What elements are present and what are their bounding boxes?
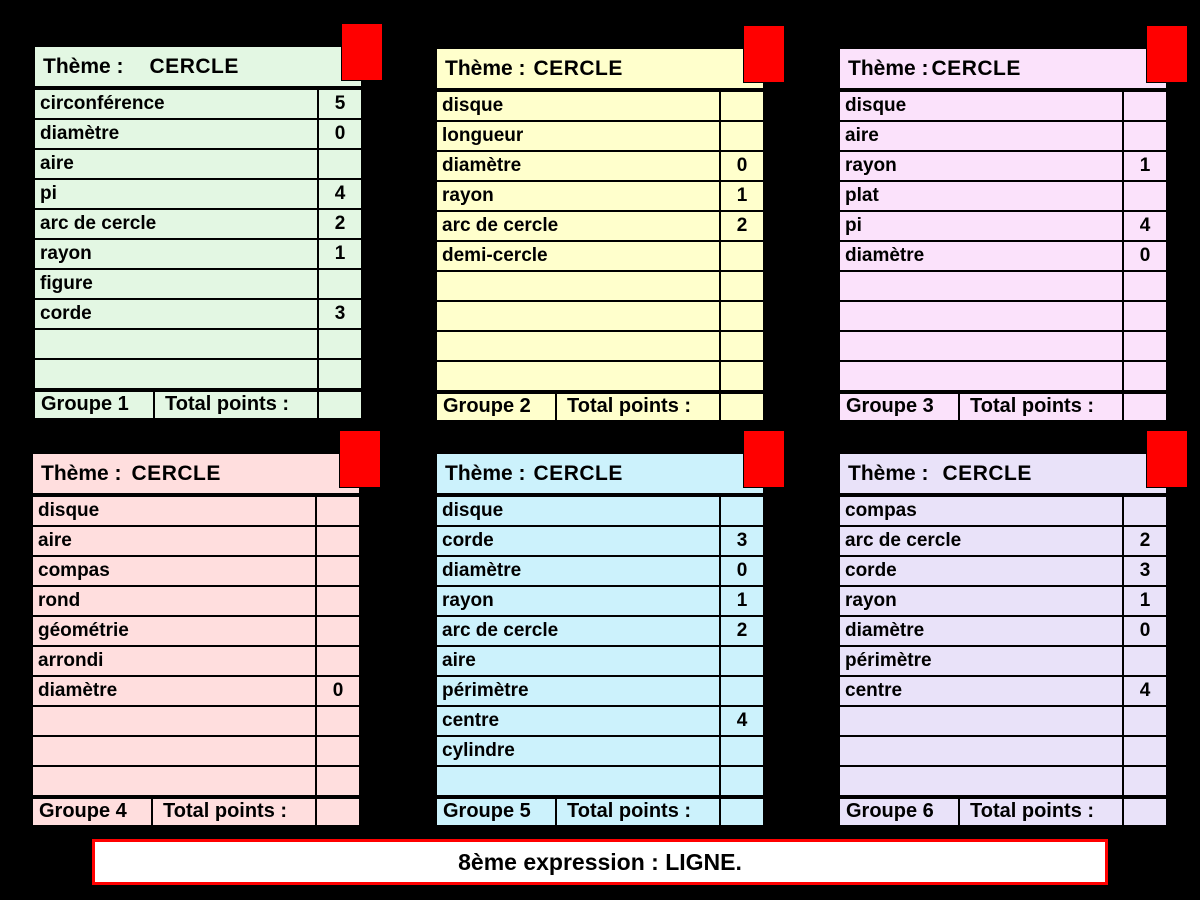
- points-cell: [719, 737, 763, 765]
- points-cell: [719, 497, 763, 525]
- points-cell: 3: [719, 527, 763, 555]
- card-header: [838, 47, 1168, 90]
- table-row: [35, 268, 361, 298]
- table-row: [840, 210, 1166, 240]
- word-cell: rayon: [845, 590, 897, 611]
- theme-name: CERCLE: [149, 54, 239, 78]
- table-row: [35, 238, 361, 268]
- points-cell: [1122, 767, 1166, 795]
- word-cell: [437, 302, 719, 330]
- table-row: [437, 735, 763, 765]
- word-cell: [437, 272, 719, 300]
- word-cell: [437, 362, 719, 390]
- points-cell: 1: [317, 240, 361, 268]
- total-points-value: [317, 392, 361, 418]
- word-cell: [35, 360, 317, 388]
- points-cell: [719, 242, 763, 270]
- word-cell: [33, 737, 315, 765]
- points-cell: [719, 122, 763, 150]
- points-cell: [315, 527, 359, 555]
- word-table: [33, 88, 363, 390]
- points-cell: [1122, 362, 1166, 390]
- total-points-value: [315, 799, 359, 825]
- table-row: [840, 497, 1166, 525]
- word-cell: corde: [40, 303, 92, 324]
- points-cell: 0: [317, 120, 361, 148]
- word-cell: arc de cercle: [442, 215, 559, 236]
- total-points-label: Total points :: [970, 800, 1095, 822]
- points-cell: 4: [317, 180, 361, 208]
- table-row: [437, 497, 763, 525]
- points-cell: 2: [719, 617, 763, 645]
- word-cell: rond: [38, 590, 81, 611]
- points-cell: [315, 557, 359, 585]
- word-cell: rayon: [442, 590, 494, 611]
- total-points-value: [1122, 394, 1166, 420]
- theme-score-card: [33, 45, 363, 420]
- table-row: [33, 735, 359, 765]
- table-row: [840, 120, 1166, 150]
- table-row: [437, 675, 763, 705]
- theme-name: CERCLE: [533, 461, 623, 485]
- theme-label: Thème :: [41, 461, 122, 485]
- word-cell: [33, 767, 315, 795]
- table-row: [840, 240, 1166, 270]
- word-cell: compas: [845, 500, 917, 521]
- table-row: [35, 148, 361, 178]
- red-marker-icon: [341, 23, 383, 81]
- table-row: [33, 675, 359, 705]
- table-row: [437, 92, 763, 120]
- table-row: [437, 330, 763, 360]
- table-row: [437, 360, 763, 390]
- table-row: [840, 330, 1166, 360]
- table-row: [437, 645, 763, 675]
- table-row: [437, 555, 763, 585]
- table-row: [33, 615, 359, 645]
- points-cell: 4: [719, 707, 763, 735]
- red-marker-icon: [743, 25, 785, 83]
- card-header: [31, 452, 361, 495]
- word-cell: disque: [442, 95, 504, 116]
- word-cell: compas: [38, 560, 110, 581]
- word-cell: cylindre: [442, 740, 515, 761]
- points-cell: [315, 497, 359, 525]
- table-row: [33, 555, 359, 585]
- word-cell: diamètre: [845, 245, 925, 266]
- card-footer: [31, 797, 361, 827]
- theme-label: Thème :: [445, 56, 526, 80]
- word-cell: rayon: [40, 243, 92, 264]
- points-cell: [719, 92, 763, 120]
- table-row: [437, 300, 763, 330]
- word-cell: [437, 332, 719, 360]
- word-table: [838, 90, 1168, 392]
- word-cell: arc de cercle: [845, 530, 962, 551]
- points-cell: 0: [315, 677, 359, 705]
- points-cell: [1122, 92, 1166, 120]
- points-cell: 5: [317, 90, 361, 118]
- group-label: Groupe 1: [35, 392, 155, 418]
- table-row: [33, 525, 359, 555]
- points-cell: [317, 330, 361, 358]
- word-cell: aire: [845, 125, 879, 146]
- points-cell: [317, 270, 361, 298]
- points-cell: 1: [1122, 152, 1166, 180]
- points-cell: 0: [1122, 617, 1166, 645]
- word-cell: [840, 302, 1122, 330]
- points-cell: 2: [719, 212, 763, 240]
- word-cell: périmètre: [442, 680, 529, 701]
- word-table: [838, 495, 1168, 797]
- word-cell: pi: [40, 183, 57, 204]
- word-table: [435, 495, 765, 797]
- theme-name: CERCLE: [931, 56, 1021, 80]
- table-row: [840, 735, 1166, 765]
- points-cell: [1122, 737, 1166, 765]
- word-cell: diamètre: [442, 155, 522, 176]
- table-row: [35, 90, 361, 118]
- total-points-label: Total points :: [567, 800, 692, 822]
- word-cell: arc de cercle: [40, 213, 157, 234]
- points-cell: [719, 767, 763, 795]
- word-cell: pi: [845, 215, 862, 236]
- table-row: [437, 240, 763, 270]
- table-row: [840, 300, 1166, 330]
- theme-label: Thème :: [848, 56, 929, 80]
- total-points-value: [1122, 799, 1166, 825]
- theme-score-card: [838, 452, 1168, 827]
- theme-score-card: [435, 47, 765, 422]
- table-row: [35, 358, 361, 388]
- points-cell: [315, 587, 359, 615]
- word-cell: plat: [845, 185, 879, 206]
- theme-label: Thème :: [43, 54, 124, 78]
- red-marker-icon: [1146, 25, 1188, 83]
- table-row: [840, 645, 1166, 675]
- table-row: [840, 615, 1166, 645]
- table-row: [840, 525, 1166, 555]
- points-cell: 4: [1122, 212, 1166, 240]
- table-row: [437, 270, 763, 300]
- card-header: [435, 452, 765, 495]
- card-footer: [33, 390, 363, 420]
- theme-name: CERCLE: [131, 461, 221, 485]
- table-row: [840, 150, 1166, 180]
- word-cell: [840, 737, 1122, 765]
- word-cell: diamètre: [38, 680, 118, 701]
- word-cell: disque: [38, 500, 100, 521]
- points-cell: [719, 332, 763, 360]
- table-row: [437, 120, 763, 150]
- points-cell: [1122, 272, 1166, 300]
- points-cell: [315, 617, 359, 645]
- points-cell: [719, 272, 763, 300]
- table-row: [35, 208, 361, 238]
- points-cell: 3: [317, 300, 361, 328]
- table-row: [437, 210, 763, 240]
- word-cell: géométrie: [38, 620, 129, 641]
- word-cell: arrondi: [38, 650, 104, 671]
- word-table: [31, 495, 361, 797]
- table-row: [35, 178, 361, 208]
- points-cell: [1122, 497, 1166, 525]
- word-cell: [35, 330, 317, 358]
- word-cell: [840, 332, 1122, 360]
- word-cell: [840, 707, 1122, 735]
- points-cell: [317, 360, 361, 388]
- points-cell: 2: [317, 210, 361, 238]
- table-row: [437, 765, 763, 795]
- table-row: [840, 705, 1166, 735]
- points-cell: [1122, 122, 1166, 150]
- word-cell: longueur: [442, 125, 524, 146]
- theme-label: Thème :: [848, 461, 929, 485]
- points-cell: [1122, 302, 1166, 330]
- table-row: [437, 180, 763, 210]
- table-row: [437, 150, 763, 180]
- table-row: [437, 525, 763, 555]
- total-points-label: Total points :: [165, 393, 290, 415]
- theme-score-card: [31, 452, 361, 827]
- group-label: Groupe 3: [840, 394, 960, 420]
- word-cell: disque: [845, 95, 907, 116]
- red-marker-icon: [339, 430, 381, 488]
- points-cell: [317, 150, 361, 178]
- word-cell: [840, 272, 1122, 300]
- word-cell: diamètre: [40, 123, 120, 144]
- points-cell: [315, 647, 359, 675]
- group-label: Groupe 5: [437, 799, 557, 825]
- word-cell: aire: [38, 530, 72, 551]
- table-row: [33, 645, 359, 675]
- total-points-label: Total points :: [567, 395, 692, 417]
- word-cell: disque: [442, 500, 504, 521]
- points-cell: 1: [719, 587, 763, 615]
- table-row: [33, 585, 359, 615]
- card-footer: [435, 392, 765, 422]
- card-header: [33, 45, 363, 88]
- card-footer: [838, 797, 1168, 827]
- red-marker-icon: [743, 430, 785, 488]
- table-row: [437, 615, 763, 645]
- total-points-label: Total points :: [163, 800, 288, 822]
- word-cell: rayon: [845, 155, 897, 176]
- word-cell: centre: [442, 710, 500, 731]
- table-row: [840, 270, 1166, 300]
- theme-name: CERCLE: [533, 56, 623, 80]
- card-header: [838, 452, 1168, 495]
- table-row: [840, 180, 1166, 210]
- table-row: [35, 118, 361, 148]
- theme-label: Thème :: [445, 461, 526, 485]
- table-row: [840, 360, 1166, 390]
- points-cell: [719, 677, 763, 705]
- points-cell: 4: [1122, 677, 1166, 705]
- points-cell: 2: [1122, 527, 1166, 555]
- word-table: [435, 90, 765, 392]
- word-cell: [33, 707, 315, 735]
- expression-banner-text: 8ème expression : LIGNE.: [458, 848, 742, 875]
- word-cell: [840, 767, 1122, 795]
- theme-name: CERCLE: [942, 461, 1032, 485]
- points-cell: [315, 707, 359, 735]
- points-cell: 1: [719, 182, 763, 210]
- points-cell: [315, 737, 359, 765]
- table-row: [840, 555, 1166, 585]
- total-points-label: Total points :: [970, 395, 1095, 417]
- theme-score-card: [838, 47, 1168, 422]
- theme-score-card: [435, 452, 765, 827]
- points-cell: [719, 647, 763, 675]
- table-row: [840, 765, 1166, 795]
- word-cell: centre: [845, 680, 903, 701]
- table-row: [437, 705, 763, 735]
- word-cell: aire: [40, 153, 74, 174]
- group-label: Groupe 4: [33, 799, 153, 825]
- word-cell: [437, 767, 719, 795]
- word-cell: périmètre: [845, 650, 932, 671]
- word-cell: diamètre: [845, 620, 925, 641]
- table-row: [33, 497, 359, 525]
- table-row: [35, 328, 361, 358]
- card-footer: [435, 797, 765, 827]
- table-row: [33, 765, 359, 795]
- group-label: Groupe 6: [840, 799, 960, 825]
- word-cell: rayon: [442, 185, 494, 206]
- points-cell: [1122, 707, 1166, 735]
- total-points-value: [719, 799, 763, 825]
- table-row: [840, 675, 1166, 705]
- points-cell: [1122, 332, 1166, 360]
- points-cell: 0: [1122, 242, 1166, 270]
- points-cell: [719, 302, 763, 330]
- points-cell: [719, 362, 763, 390]
- table-row: [35, 298, 361, 328]
- word-cell: arc de cercle: [442, 620, 559, 641]
- word-cell: [840, 362, 1122, 390]
- table-row: [840, 585, 1166, 615]
- table-row: [840, 92, 1166, 120]
- word-cell: demi-cercle: [442, 245, 548, 266]
- points-cell: [1122, 647, 1166, 675]
- card-header: [435, 47, 765, 90]
- points-cell: 0: [719, 557, 763, 585]
- points-cell: 0: [719, 152, 763, 180]
- total-points-value: [719, 394, 763, 420]
- card-footer: [838, 392, 1168, 422]
- group-label: Groupe 2: [437, 394, 557, 420]
- table-row: [437, 585, 763, 615]
- points-cell: [1122, 182, 1166, 210]
- points-cell: 3: [1122, 557, 1166, 585]
- word-cell: figure: [40, 273, 93, 294]
- word-cell: corde: [442, 530, 494, 551]
- word-cell: corde: [845, 560, 897, 581]
- points-cell: 1: [1122, 587, 1166, 615]
- word-cell: diamètre: [442, 560, 522, 581]
- table-row: [33, 705, 359, 735]
- expression-banner: [92, 839, 1108, 885]
- red-marker-icon: [1146, 430, 1188, 488]
- word-cell: circonférence: [40, 93, 165, 114]
- points-cell: [315, 767, 359, 795]
- word-cell: aire: [442, 650, 476, 671]
